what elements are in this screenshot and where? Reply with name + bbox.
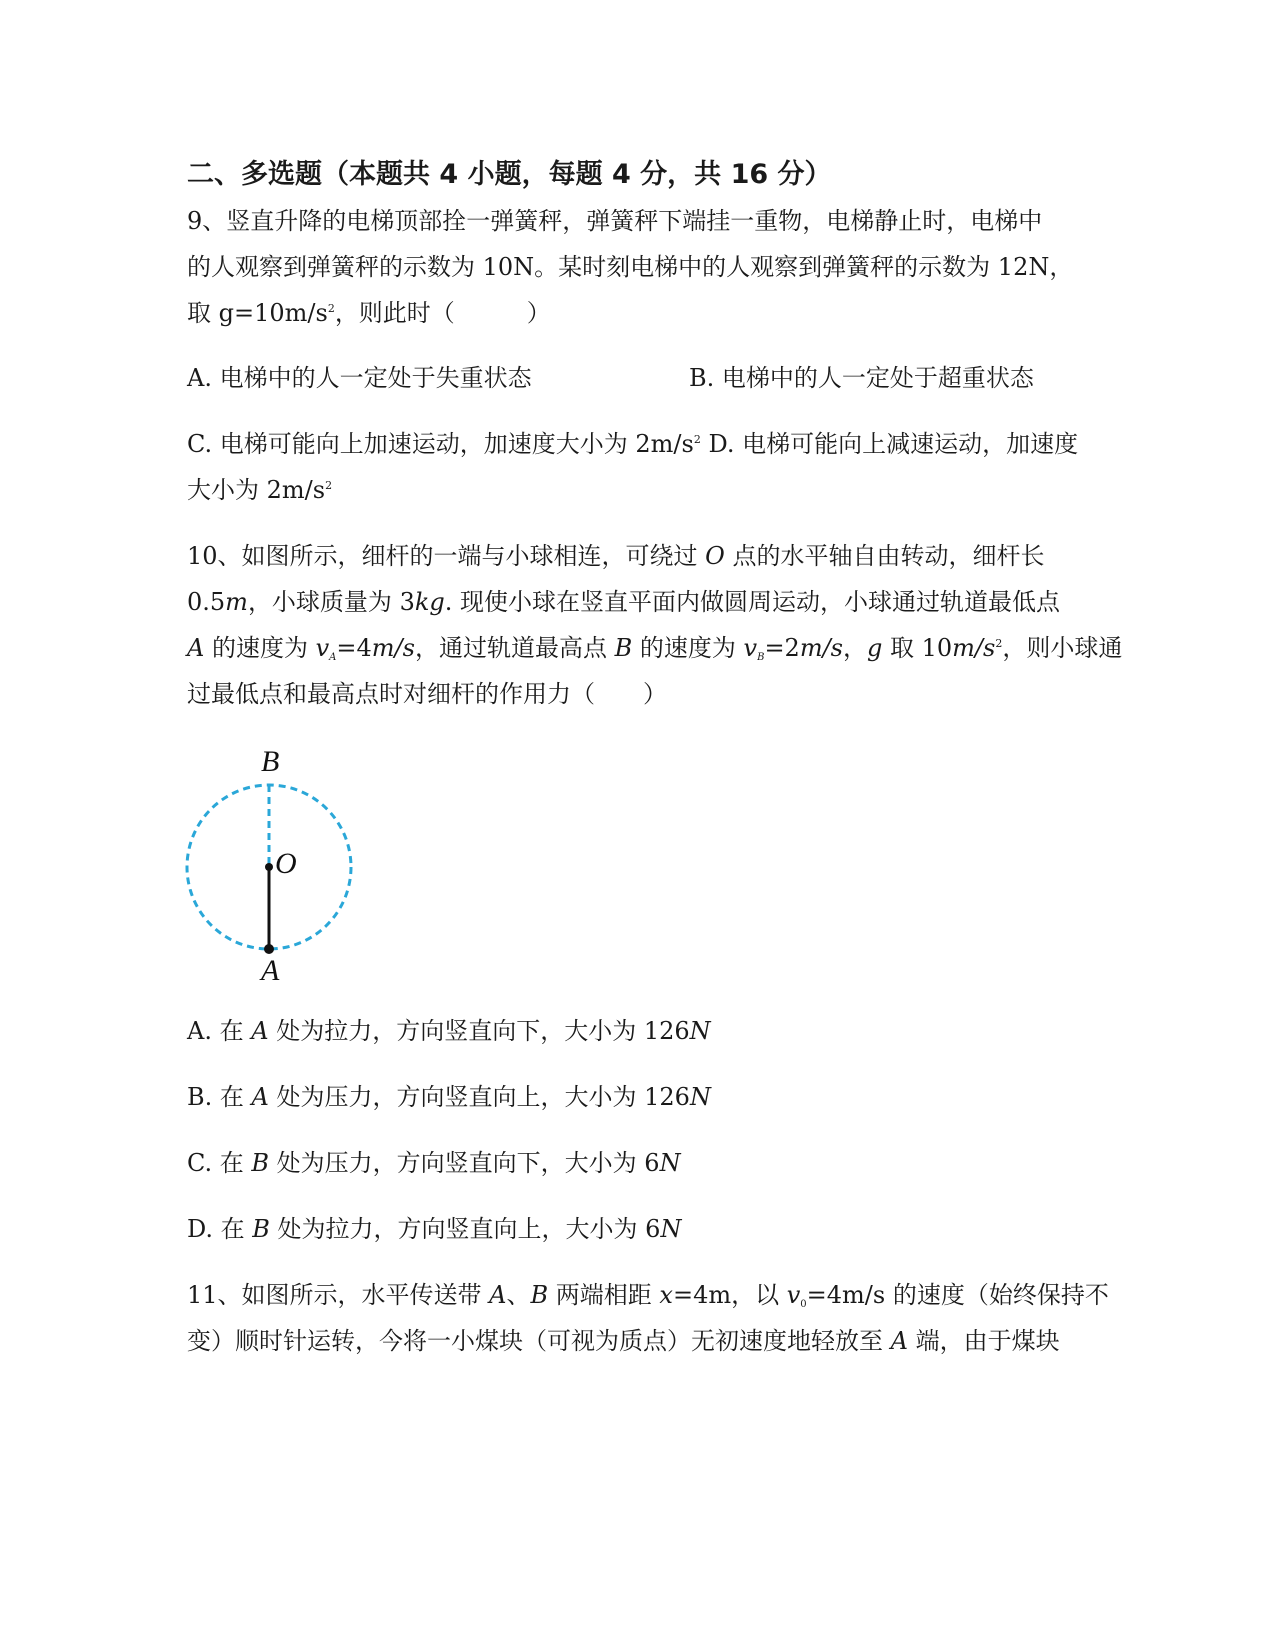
- q9-option-c-d-row: [187, 428, 1078, 460]
- q10-var: g: [867, 634, 883, 662]
- q10-text: ，: [843, 634, 867, 662]
- q9-stem-exponent: 2: [327, 302, 335, 315]
- q10-option-c-text: C. 在: [187, 1149, 252, 1177]
- q11-stem-line-2: [187, 1325, 1060, 1357]
- q9-stem-blank: ，则此时（ ）: [334, 299, 551, 327]
- q10-option-b-text: 处为压力，方向竖直向上，大小为 126: [268, 1083, 690, 1111]
- q10-option-c-var: B: [251, 1149, 270, 1177]
- q10-unit: kg: [414, 588, 445, 616]
- q9-stem-text: 取 g=10m/s: [187, 299, 328, 327]
- q9-stem-line-2: 的人观察到弹簧秤的示数为 10N。某时刻电梯中的人观察到弹簧秤的示数为 12N，: [187, 253, 1074, 281]
- q11-var: A: [890, 1327, 908, 1355]
- q11-stem-line-1: [187, 1279, 1109, 1311]
- q10-option-a-var: A: [251, 1017, 269, 1045]
- q10-text: . 现使小球在竖直平面内做圆周运动，小球通过轨道最低点: [444, 588, 1061, 616]
- q9-stem-line-3: [187, 297, 551, 329]
- q10-subscript: B: [757, 652, 765, 663]
- q11-subscript: 0: [800, 1299, 807, 1310]
- q10-option-b[interactable]: [187, 1081, 711, 1113]
- q10-option-d-var: B: [252, 1215, 270, 1243]
- q9-options-row-1: [187, 362, 1034, 394]
- q11-text: 、: [506, 1281, 531, 1309]
- label-a: A: [261, 954, 280, 985]
- q9-option-a[interactable]: A. 电梯中的人一定处于失重状态: [187, 364, 532, 392]
- q10-stem-line-4: 过最低点和最高点时对细杆的作用力（ ）: [187, 680, 667, 708]
- q10-var: v: [315, 634, 330, 662]
- q9-option-d-continued: [187, 474, 332, 506]
- q10-text: ，小球质量为 3: [247, 588, 415, 616]
- q10-option-a-text: A. 在: [187, 1017, 252, 1045]
- q11-text: 两端相距: [548, 1281, 660, 1309]
- q10-var: A: [187, 634, 205, 662]
- q11-text: 端，由于煤块: [907, 1327, 1060, 1355]
- q11-text: 11、如图所示，水平传送带: [187, 1281, 490, 1309]
- q10-text: 点的水平轴自由转动，细杆长: [724, 542, 1045, 570]
- q9-option-d[interactable]: D. 电梯可能向上减速运动，加速度: [708, 430, 1079, 458]
- q11-var: B: [530, 1281, 549, 1309]
- q10-text: 的速度为: [204, 634, 316, 662]
- q11-var: A: [489, 1281, 507, 1309]
- q10-unit: m/s: [952, 634, 996, 662]
- q11-text: 变）顺时针运转，今将一小煤块（可视为质点）无初速度地轻放至: [187, 1327, 891, 1355]
- q9-option-d-text: 大小为 2m/s: [187, 476, 326, 504]
- q11-var: x: [659, 1281, 673, 1309]
- q10-option-d[interactable]: [187, 1213, 681, 1245]
- q10-option-c-unit: N: [659, 1149, 681, 1177]
- q9-option-c-text: C. 电梯可能向上加速运动，加速度大小为 2m/s: [187, 430, 694, 458]
- q10-text: =4: [336, 634, 372, 662]
- q10-option-d-text: D. 在: [187, 1215, 253, 1243]
- q10-option-b-text: B. 在: [187, 1083, 252, 1111]
- q11-var: v: [786, 1281, 801, 1309]
- q10-text: 取 10: [882, 634, 953, 662]
- q11-text: =4m/s 的速度（始终保持不: [806, 1281, 1109, 1309]
- q10-var: v: [743, 634, 758, 662]
- q10-option-a-unit: N: [689, 1017, 711, 1045]
- q10-text: =2: [764, 634, 800, 662]
- q10-text: ，通过轨道最高点: [414, 634, 615, 662]
- q10-option-d-unit: N: [660, 1215, 682, 1243]
- q10-option-b-var: A: [251, 1083, 269, 1111]
- q9-option-b[interactable]: B. 电梯中的人一定处于超重状态: [689, 364, 1034, 392]
- q10-unit: m: [225, 588, 248, 616]
- q10-stem-line-2: [187, 586, 1060, 618]
- label-b: B: [261, 745, 280, 778]
- ball-at-a: [264, 944, 274, 954]
- q10-stem-line-3: [187, 632, 1122, 664]
- q10-text: ，则小球通: [1002, 634, 1123, 662]
- q10-stem-line-1: [187, 540, 1045, 572]
- q9-option-d-exponent: 2: [325, 479, 333, 492]
- pivot-point-o: [265, 863, 273, 871]
- q10-option-a-text: 处为拉力，方向竖直向下，大小为 126: [268, 1017, 690, 1045]
- q9-stem-line-1: 9、竖直升降的电梯顶部拴一弹簧秤，弹簧秤下端挂一重物，电梯静止时，电梯中: [187, 207, 1043, 235]
- q10-option-d-text: 处为拉力，方向竖直向上，大小为 6: [269, 1215, 661, 1243]
- q10-var: B: [614, 634, 633, 662]
- q11-text: =4m，以: [672, 1281, 787, 1309]
- q9-option-c[interactable]: [187, 430, 701, 458]
- q10-unit: m/s: [371, 634, 415, 662]
- q10-text: 的速度为: [632, 634, 744, 662]
- q10-option-c[interactable]: [187, 1147, 681, 1179]
- label-o: O: [275, 847, 297, 880]
- q10-option-a[interactable]: [187, 1015, 711, 1047]
- q10-circle-figure: [185, 745, 365, 985]
- q10-option-c-text: 处为压力，方向竖直向下，大小为 6: [269, 1149, 660, 1177]
- q10-var-o: O: [705, 542, 725, 570]
- q10-text: 10、如图所示，细杆的一端与小球相连，可绕过: [187, 542, 706, 570]
- q10-text: 0.5: [187, 588, 226, 616]
- q10-unit: m/s: [799, 634, 843, 662]
- q10-exponent: 2: [995, 637, 1003, 650]
- q9-option-c-exponent: 2: [693, 433, 701, 446]
- q10-option-b-unit: N: [689, 1083, 711, 1111]
- section-heading: 二、多选题（本题共 4 小题，每题 4 分，共 16 分）: [187, 159, 832, 190]
- q10-subscript: A: [329, 652, 337, 663]
